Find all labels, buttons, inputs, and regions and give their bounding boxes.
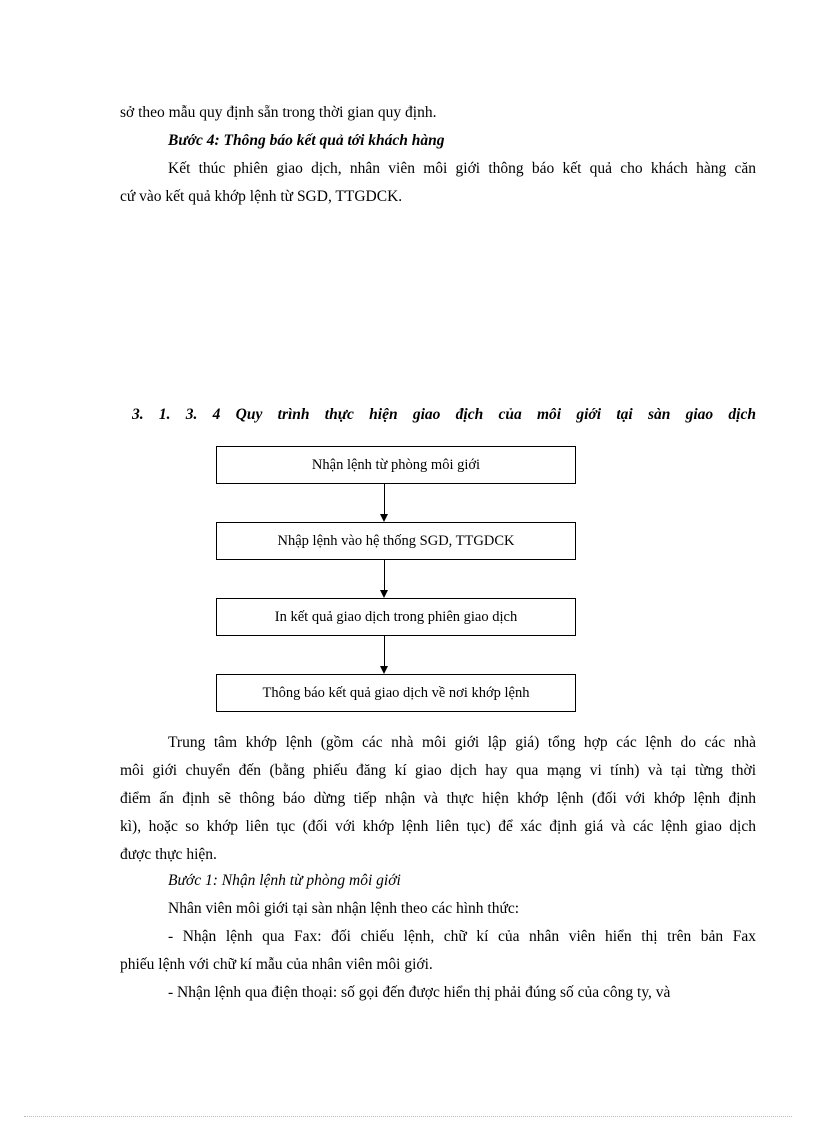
paragraph-line: cứ vào kết quả khớp lệnh từ SGD, TTGDCK. (120, 188, 403, 205)
flowchart-step-4: Thông báo kết quả giao dịch về nơi khớp lệnh (216, 674, 576, 712)
flow-connector (384, 560, 385, 590)
arrow-down-icon (380, 514, 388, 522)
flowchart-step-1: Nhận lệnh từ phòng môi giới (216, 446, 576, 484)
section-heading: 3. 1. 3. 4 Quy trình thực hiện giao địch của môi giới tại sàn giao dịch (132, 406, 756, 423)
paragraph-line: điểm ấn định sẽ thông báo dừng tiếp nhận và thực hiện khớp lệnh (đối với khớp lệnh định (120, 790, 756, 807)
flowchart-step-3: In kết quả giao dịch trong phiên giao dịch (216, 598, 576, 636)
arrow-down-icon (380, 590, 388, 598)
paragraph-line: Trung tâm khớp lệnh (gồm các nhà môi giới lập giá) tổng hợp các lệnh do các nhà (168, 734, 756, 751)
text-line: sở theo mẫu quy định sẵn trong thời gian quy định. (120, 104, 437, 121)
paragraph-line: Kết thúc phiên giao dịch, nhân viên môi giới thông báo kết quả cho khách hàng căn (168, 160, 756, 177)
arrow-down-icon (380, 666, 388, 674)
paragraph-line: phiếu lệnh với chữ kí mẫu của nhân viên môi giới. (120, 956, 433, 973)
step4-title: Bước 4: Thông báo kết quả tới khách hàng (168, 132, 445, 149)
page-footer-rule (24, 1116, 792, 1117)
flow-connector (384, 484, 385, 514)
paragraph-line: kì), hoặc so khớp liên tục (đối với khớp lệnh liên tục) để xác định giá và các lệnh giao dịch (120, 818, 756, 835)
flow-connector (384, 636, 385, 666)
flowchart-step-2: Nhập lệnh vào hệ thống SGD, TTGDCK (216, 522, 576, 560)
step1-title: Bước 1: Nhận lệnh từ phòng môi giới (168, 872, 401, 889)
paragraph-line: Nhân viên môi giới tại sàn nhận lệnh theo các hình thức: (168, 900, 520, 917)
paragraph-line: được thực hiện. (120, 846, 217, 863)
paragraph-line: môi giới chuyển đến (bằng phiếu đăng kí giao dịch hay qua mạng vi tính) và tại từng thời (120, 762, 756, 779)
paragraph-line: - Nhận lệnh qua Fax: đối chiếu lệnh, chữ kí của nhân viên hiển thị trên bản Fax (168, 928, 756, 945)
paragraph-line: - Nhận lệnh qua điện thoại: số gọi đến được hiển thị phải đúng số của công ty, và (168, 984, 671, 1001)
